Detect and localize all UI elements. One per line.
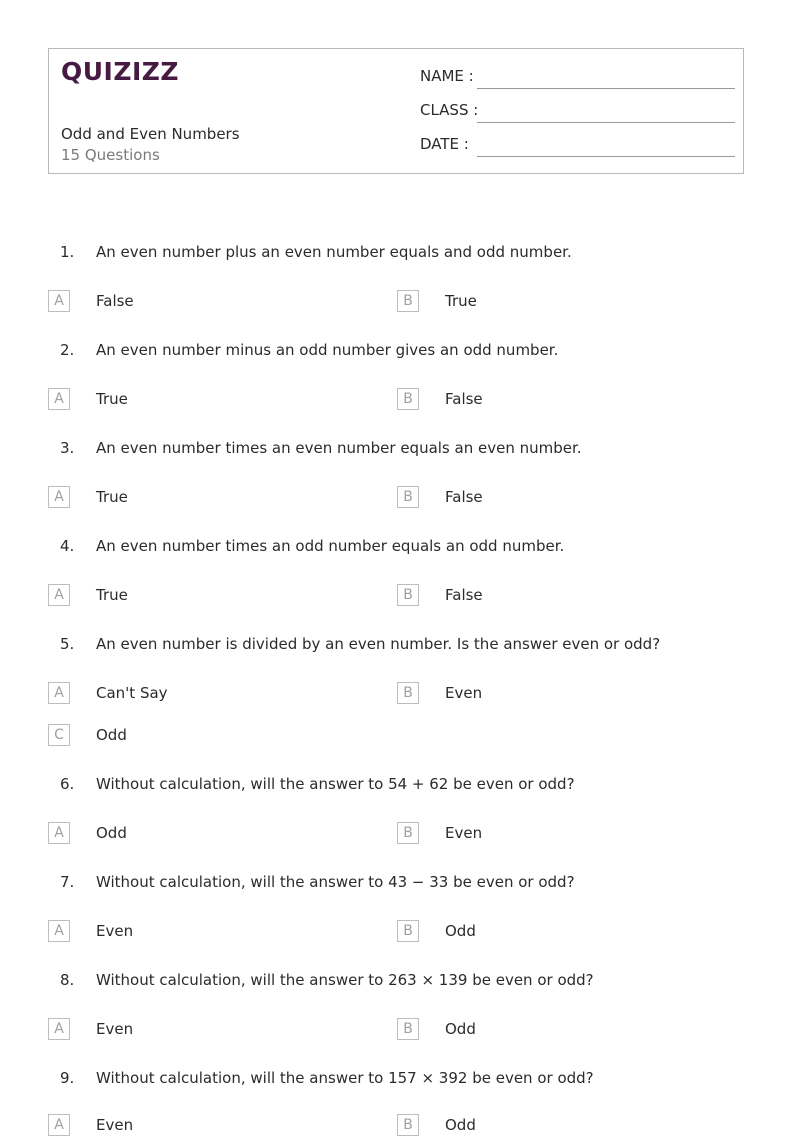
question-text: Without calculation, will the answer to 43 − 33 be even or odd? <box>96 873 575 891</box>
option-text: Odd <box>445 1116 476 1134</box>
option-text: Odd <box>445 1020 476 1038</box>
question-text: An even number times an odd number equals an odd number. <box>96 537 565 555</box>
option-text: False <box>445 488 483 506</box>
worksheet-header <box>48 48 744 174</box>
option-text: Even <box>96 922 134 940</box>
option-text: Odd <box>96 824 127 842</box>
option-letter-box: A <box>48 920 70 942</box>
option-letter-box: A <box>48 388 70 410</box>
option-letter-box: B <box>397 486 419 508</box>
question-text: Without calculation, will the answer to 157 × 392 be even or odd? <box>96 1069 594 1087</box>
date-field[interactable] <box>420 135 735 159</box>
question-count: 15 Questions <box>61 146 160 164</box>
option-letter-box: B <box>397 388 419 410</box>
question-number: 4. <box>60 537 75 555</box>
option-text: Odd <box>445 922 476 940</box>
option-letter-box: B <box>397 682 419 704</box>
option-text: Can't Say <box>96 684 168 702</box>
option-letter-box: C <box>48 724 70 746</box>
option-letter-box: B <box>397 1018 419 1040</box>
option-text: Odd <box>96 726 127 744</box>
option-text: Even <box>96 1020 134 1038</box>
class-label: CLASS : <box>420 101 479 119</box>
quizizz-logo: QUIZIZZ <box>61 57 180 86</box>
question-number: 6. <box>60 775 75 793</box>
option-text: True <box>96 488 128 506</box>
option-text: True <box>96 390 128 408</box>
option-text: True <box>445 292 477 310</box>
question-number: 3. <box>60 439 75 457</box>
option-text: True <box>96 586 128 604</box>
question-number: 2. <box>60 341 75 359</box>
option-letter-box: A <box>48 486 70 508</box>
option-letter-box: A <box>48 290 70 312</box>
question-number: 1. <box>60 243 75 261</box>
option-text: False <box>445 390 483 408</box>
option-text: Even <box>445 684 483 702</box>
question-text: An even number is divided by an even number. Is the answer even or odd? <box>96 635 661 653</box>
name-line[interactable] <box>477 88 735 89</box>
question-text: Without calculation, will the answer to 263 × 139 be even or odd? <box>96 971 594 989</box>
question-text: An even number minus an odd number gives an odd number. <box>96 341 559 359</box>
question-text: Without calculation, will the answer to 54 + 62 be even or odd? <box>96 775 575 793</box>
worksheet-title: Odd and Even Numbers <box>61 125 240 143</box>
name-field[interactable] <box>420 67 735 91</box>
option-letter-box: B <box>397 290 419 312</box>
option-letter-box: A <box>48 584 70 606</box>
question-number: 7. <box>60 873 75 891</box>
date-line[interactable] <box>477 156 735 157</box>
option-letter-box: B <box>397 822 419 844</box>
option-text: Even <box>445 824 483 842</box>
name-label: NAME : <box>420 67 474 85</box>
class-line[interactable] <box>477 122 735 123</box>
question-number: 9. <box>60 1069 75 1087</box>
question-number: 8. <box>60 971 75 989</box>
question-number: 5. <box>60 635 75 653</box>
question-text: An even number times an even number equals an even number. <box>96 439 582 457</box>
option-letter-box: B <box>397 1114 419 1136</box>
question-text: An even number plus an even number equals and odd number. <box>96 243 572 261</box>
option-text: False <box>445 586 483 604</box>
option-letter-box: A <box>48 1114 70 1136</box>
option-letter-box: A <box>48 1018 70 1040</box>
option-text: False <box>96 292 134 310</box>
option-letter-box: B <box>397 584 419 606</box>
class-field[interactable] <box>420 101 735 125</box>
option-text: Even <box>96 1116 134 1134</box>
option-letter-box: A <box>48 822 70 844</box>
option-letter-box: B <box>397 920 419 942</box>
date-label: DATE : <box>420 135 469 153</box>
option-letter-box: A <box>48 682 70 704</box>
